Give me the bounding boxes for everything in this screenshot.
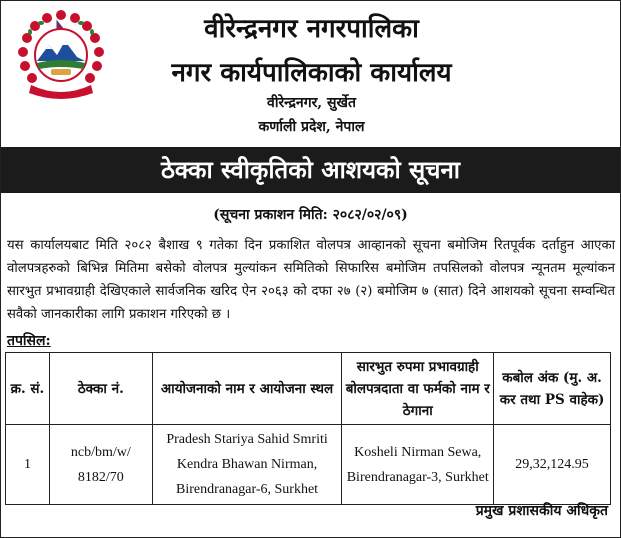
table-header-row	[6, 353, 611, 425]
header-serial-no: क्र. सं.	[6, 353, 50, 425]
publication-date: (सूचना प्रकाशन मिति: २०८२/०२/०९)	[213, 207, 408, 223]
header-bidder: सारभुत रुपमा प्रभावग्राही बोलपत्रदाता वा फर्मको नाम र ठेगाना	[342, 353, 494, 425]
table-row	[6, 425, 611, 505]
header-contract-no: ठेक्का नं.	[49, 353, 152, 425]
cell-contract-no: ncb/bm/w/ 8182/70	[49, 425, 152, 505]
notice-title-banner: ठेक्का स्वीकृतिको आशयको सूचना	[1, 147, 620, 193]
details-label: तपसिल:	[7, 333, 51, 349]
province-country: कर्णाली प्रदेश, नेपाल	[258, 119, 365, 135]
award-table	[5, 352, 611, 505]
cell-serial-no: 1	[6, 425, 50, 505]
office-address: वीरेन्द्रनगर, सुर्खेत	[267, 95, 356, 111]
header-project: आयोजनाको नाम र आयोजना स्थल	[152, 353, 342, 425]
notice-body: यस कार्यालयबाट मिति २०८२ बैशाख ९ गतेका दिन प्रकाशित वोलपत्र आव्हानको सूचना बमोजिम रितपूर्वक दर्ताहुन आएका वोलपत्रहरुको बिभिन्न मितिमा बसेको वोलपत्र मुल्यांकन समितिको सिफारिस बमोजिम तपसिलको वोलपत्र न्यूनतम मूल्यांकन सारभुत प्रभावग्राही देखिएकाले सार्वजनिक खरिद ऐन २०६३ को दफा २७ (२) बमोजिम ७ (सात) दिने आशयको सूचना सम्वन्धित सवैको जानकारीका लागि प्रकाशन गरिएको छ ।	[7, 238, 615, 322]
cell-bidder: Kosheli Nirman Sewa, Birendranagar-3, Surkhet	[342, 425, 494, 505]
signatory-title: प्रमुख प्रशासकीय अधिकृत	[475, 503, 608, 519]
cell-bid-amount: 29,32,124.95	[494, 425, 611, 505]
municipality-name: वीरेन्द्रनगर नगरपालिका	[204, 14, 419, 44]
header-bid-amount: कबोल अंक (मु. अ. कर तथा PS वाहेक)	[494, 353, 611, 425]
cell-project: Pradesh Stariya Sahid Smriti Kendra Bhawan Nirman, Birendranagar-6, Surkhet	[152, 425, 342, 505]
office-name: नगर कार्यपालिकाको कार्यालय	[171, 58, 452, 88]
